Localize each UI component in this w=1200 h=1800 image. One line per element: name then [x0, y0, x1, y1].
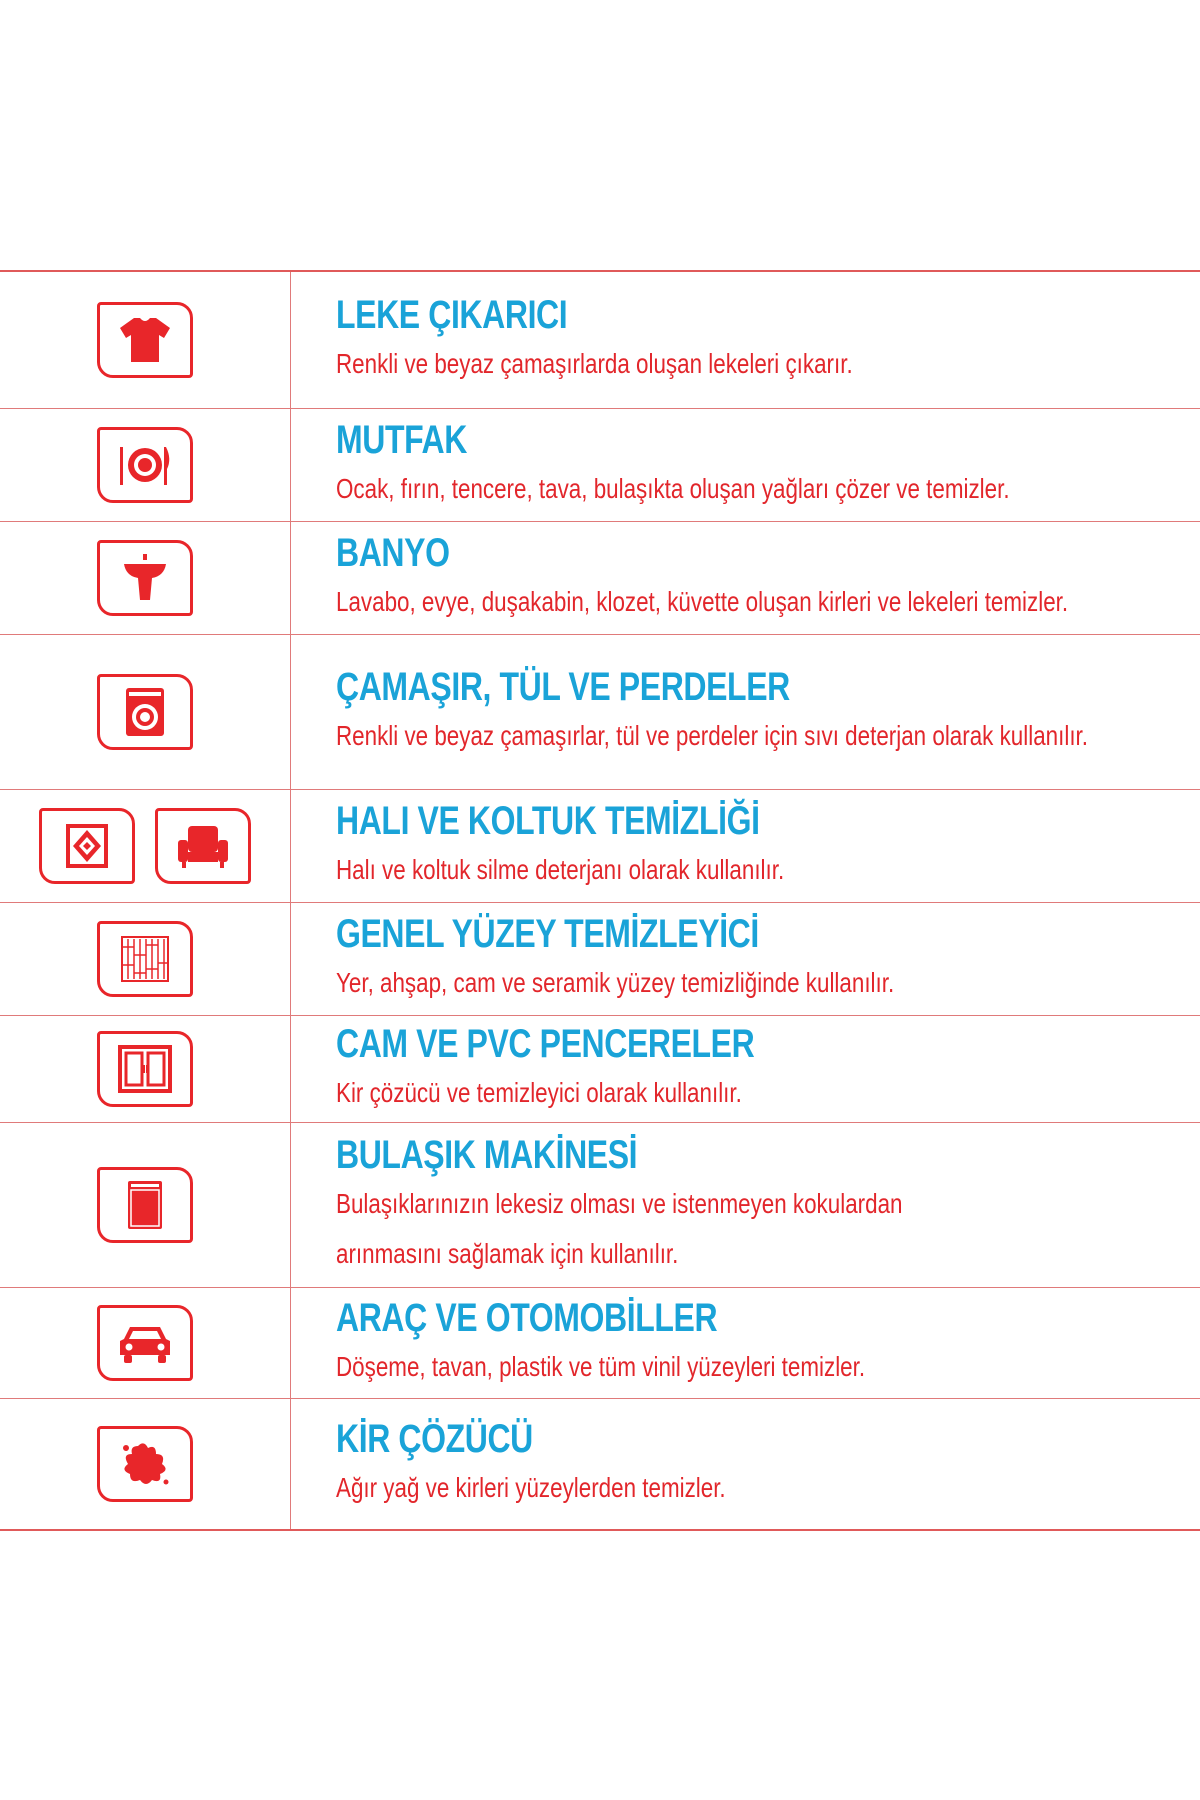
table-row	[0, 1288, 1200, 1399]
row-title: BANYO	[336, 531, 450, 575]
text-cell	[336, 409, 1190, 521]
text-cell	[336, 272, 1190, 408]
table-row	[0, 790, 1200, 903]
icon-cell	[0, 790, 290, 902]
icon-cell	[0, 903, 290, 1015]
icon-cell	[0, 635, 290, 789]
armchair-icon	[155, 808, 251, 884]
table-row	[0, 1123, 1200, 1288]
row-description: Lavabo, evye, duşakabin, klozet, küvette oluşan kirleri ve lekeleri temizler.	[336, 586, 1069, 617]
table-row	[0, 522, 1200, 635]
table-row	[0, 1399, 1200, 1529]
row-description: Ağır yağ ve kirleri yüzeylerden temizler.	[336, 1472, 726, 1503]
icon-cell	[0, 1288, 290, 1398]
icon-cell	[0, 409, 290, 521]
text-cell	[336, 1399, 1190, 1529]
row-description: Renkli ve beyaz çamaşırlarda oluşan lekeleri çıkarır.	[336, 348, 853, 379]
usage-table	[0, 270, 1200, 1531]
parquet-icon	[97, 921, 193, 997]
row-description: Yer, ahşap, cam ve seramik yüzey temizliğinde kullanılır.	[336, 967, 895, 998]
text-cell	[336, 522, 1190, 634]
icon-cell	[0, 522, 290, 634]
row-title: HALI VE KOLTUK TEMİZLİĞİ	[336, 799, 760, 843]
plate-cutlery-icon	[97, 427, 193, 503]
dishwasher-icon	[97, 1167, 193, 1243]
row-description: Halı ve koltuk silme deterjanı olarak kullanılır.	[336, 854, 785, 885]
row-title: ÇAMAŞIR, TÜL VE PERDELER	[336, 665, 790, 709]
sink-icon	[97, 540, 193, 616]
row-description: Döşeme, tavan, plastik ve tüm vinil yüzeyleri temizler.	[336, 1351, 866, 1382]
stain-icon	[97, 1426, 193, 1502]
table-row	[0, 272, 1200, 409]
row-description: Bulaşıklarınızın lekesiz olması ve istenmeyen kokulardan	[336, 1188, 903, 1219]
text-cell	[336, 1288, 1190, 1398]
row-description: Ocak, fırın, tencere, tava, bulaşıkta oluşan yağları çözer ve temizler.	[336, 473, 1010, 504]
washing-machine-icon	[97, 674, 193, 750]
row-title: KİR ÇÖZÜCÜ	[336, 1417, 533, 1461]
row-title: LEKE ÇIKARICI	[336, 293, 568, 337]
row-title: GENEL YÜZEY TEMİZLEYİCİ	[336, 912, 759, 956]
text-cell	[336, 1016, 1190, 1122]
row-title: ARAÇ VE OTOMOBİLLER	[336, 1296, 718, 1340]
table-row	[0, 635, 1200, 790]
table-row	[0, 409, 1200, 522]
table-row	[0, 1016, 1200, 1123]
row-title: CAM VE PVC PENCERELER	[336, 1022, 755, 1066]
icon-cell	[0, 272, 290, 408]
row-description: arınmasını sağlamak için kullanılır.	[336, 1238, 679, 1269]
carpet-icon	[39, 808, 135, 884]
icon-cell	[0, 1123, 290, 1287]
car-icon	[97, 1305, 193, 1381]
icon-cell	[0, 1399, 290, 1529]
text-cell	[336, 1123, 1190, 1287]
text-cell	[336, 635, 1190, 789]
row-description: Renkli ve beyaz çamaşırlar, tül ve perdeler için sıvı deterjan olarak kullanılır.	[336, 720, 1088, 751]
window-icon	[97, 1031, 193, 1107]
row-title: BULAŞIK MAKİNESİ	[336, 1133, 638, 1177]
icon-cell	[0, 1016, 290, 1122]
text-cell	[336, 790, 1190, 902]
row-title: MUTFAK	[336, 418, 467, 462]
table-row	[0, 903, 1200, 1016]
row-description: Kir çözücü ve temizleyici olarak kullanılır.	[336, 1077, 742, 1108]
tshirt-icon	[97, 302, 193, 378]
text-cell	[336, 903, 1190, 1015]
